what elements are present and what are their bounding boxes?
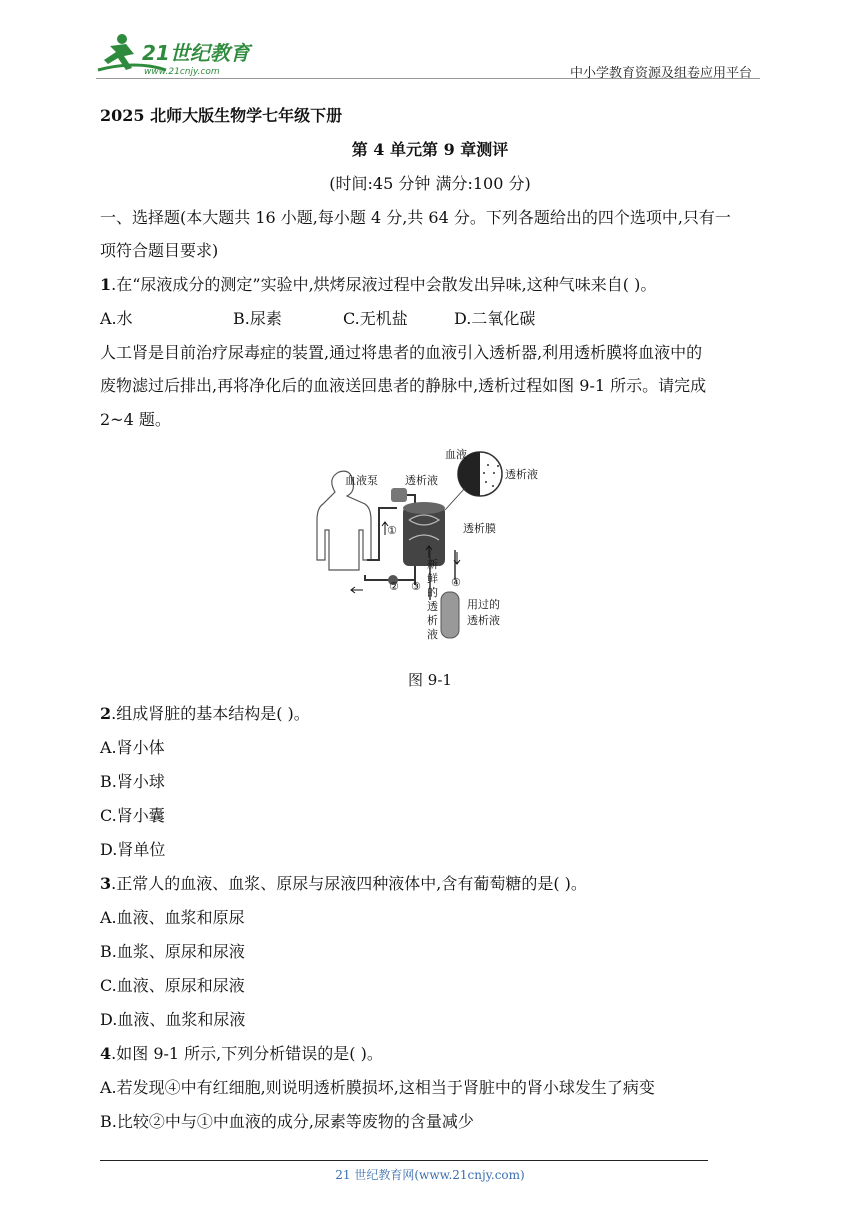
label-n1: ① xyxy=(387,524,397,537)
q3-option-c: C.血液、原尿和尿液 xyxy=(100,976,245,995)
label-blood: 血液 xyxy=(445,448,467,461)
q4-option-a: A.若发现④中有红细胞,则说明透析膜损坏,这相当于肾脏中的肾小球发生了病变 xyxy=(100,1078,655,1097)
label-dialysate: 透析液 xyxy=(405,474,438,487)
label-pump: 血液泵 xyxy=(345,474,378,487)
q4-option-b: B.比较②中与①中血液的成分,尿素等废物的含量减少 xyxy=(100,1112,474,1131)
passage-line1: 人工肾是目前治疗尿毒症的装置,通过将患者的血液引入透析器,利用透析膜将血液中的 xyxy=(100,343,703,362)
used-dialysate-bottle xyxy=(441,592,459,638)
series-title: 2025 北师大版生物学七年级下册 xyxy=(100,106,343,125)
q3-option-d: D.血液、血浆和尿液 xyxy=(100,1010,246,1029)
passage-line3: 2~4 题。 xyxy=(100,410,171,429)
q3-option-a: A.血液、血浆和原尿 xyxy=(100,908,245,927)
label-n4: ④ xyxy=(451,576,461,589)
q1-option-b: B.尿素 xyxy=(233,309,282,328)
footer-divider xyxy=(100,1160,708,1161)
label-membrane: 透析膜 xyxy=(463,522,496,535)
q3-option-b: B.血浆、原尿和尿液 xyxy=(100,942,245,961)
figure-caption: 图 9-1 xyxy=(408,671,452,689)
dialysis-figure xyxy=(305,440,555,655)
passage-line2: 废物滤过后排出,再将净化后的血液送回患者的静脉中,透析过程如图 9-1 所示。请完成 xyxy=(100,376,707,395)
label-fresh-1: 鲜 xyxy=(427,572,438,585)
label-fresh-5: 液 xyxy=(427,628,438,641)
label-n3: ③ xyxy=(411,580,421,593)
label-fresh-4: 析 xyxy=(427,614,438,627)
q2-option-b: B.肾小球 xyxy=(100,772,165,791)
footer-link[interactable]: 21 世纪教育网(www.21cnjy.com) xyxy=(335,1168,525,1182)
label-dialysate-right: 透析液 xyxy=(505,468,538,481)
q1-option-a: A.水 xyxy=(100,309,133,328)
q2-option-c: C.肾小囊 xyxy=(100,806,165,825)
question-1-options xyxy=(100,309,535,329)
doc-meta: (时间:45 分钟 满分:100 分) xyxy=(329,174,531,193)
question-3-stem: 3.正常人的血液、血浆、原尿与尿液四种液体中,含有葡萄糖的是( )。 xyxy=(100,874,587,893)
page-header xyxy=(96,30,760,80)
svg-text:www.21cnjy.com: www.21cnjy.com xyxy=(144,67,220,77)
label-used-2: 透析液 xyxy=(467,614,500,627)
label-fresh-2: 的 xyxy=(427,586,438,599)
logo-21cnjy xyxy=(96,30,266,78)
q2-option-d: D.肾单位 xyxy=(100,840,166,859)
header-divider xyxy=(96,78,760,79)
label-n2: ② xyxy=(389,580,399,593)
section-instruction-line2: 项符合题目要求) xyxy=(100,241,219,260)
doc-title: 第 4 单元第 9 章测评 xyxy=(351,140,509,159)
label-fresh-0: 新 xyxy=(427,558,438,571)
section-instruction-line1: 一、选择题(本大题共 16 小题,每小题 4 分,共 64 分。下列各题给出的四个选项中,只有一 xyxy=(100,208,731,227)
label-used-1: 用过的 xyxy=(467,598,500,611)
arrow-left xyxy=(351,587,363,593)
question-1-stem: 1.在“尿液成分的测定”实验中,烘烤尿液过程中会散发出异味,这种气味来自( )。 xyxy=(100,275,657,294)
q1-option-c: C.无机盐 xyxy=(343,309,408,328)
blood-pump xyxy=(391,488,407,502)
label-fresh-3: 透 xyxy=(427,600,438,613)
header-platform-text: 中小学教育资源及组卷应用平台 xyxy=(569,66,752,81)
svg-text:21世纪教育: 21世纪教育 xyxy=(142,41,250,65)
q1-option-d: D.二氧化碳 xyxy=(454,309,536,328)
q2-option-a: A.肾小体 xyxy=(100,738,165,757)
question-2-stem: 2.组成肾脏的基本结构是( )。 xyxy=(100,704,310,723)
question-4-stem: 4.如图 9-1 所示,下列分析错误的是( )。 xyxy=(100,1044,383,1063)
